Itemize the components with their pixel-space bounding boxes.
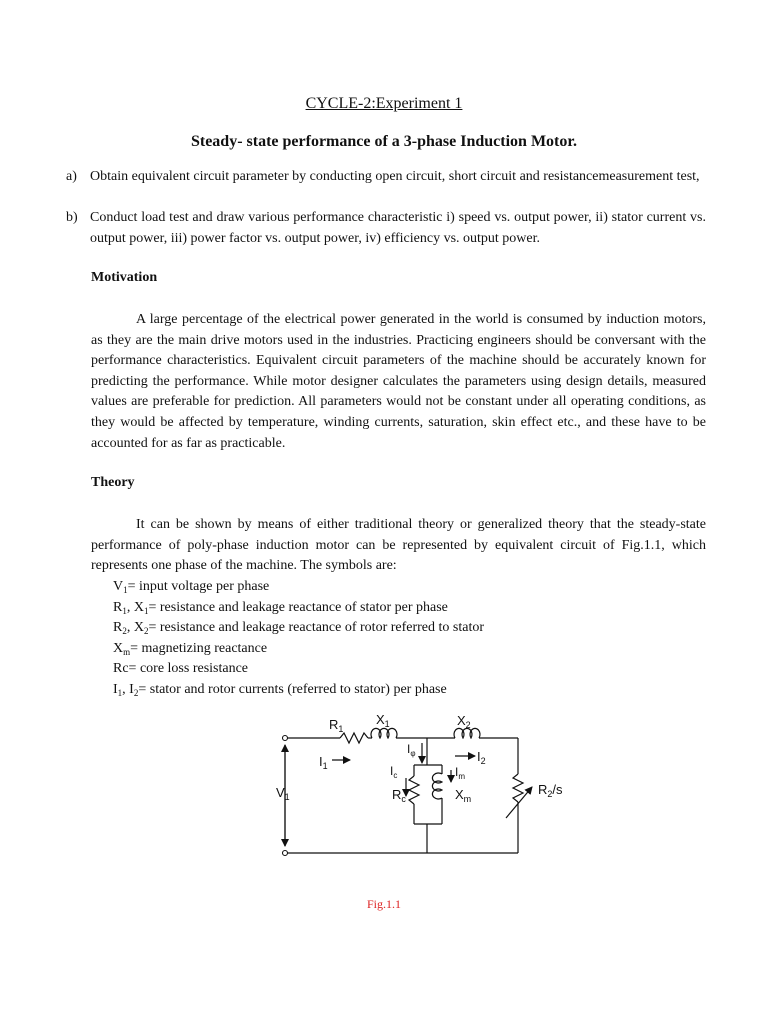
label-v1: $V_1$ — [276, 785, 290, 802]
objective-text: Conduct load test and draw various performance characteristic i) speed vs. output power, ii) stator current vs. output power, iii) power factor vs. output power, iv) efficiency vs. output power. — [90, 210, 706, 246]
label-i1: $I_1$ — [319, 754, 328, 771]
label-rc: $R_c$ — [392, 787, 406, 804]
objective-item-a — [66, 166, 706, 187]
label-r1: $R_1$ — [329, 717, 344, 734]
page-subtitle: Steady- state performance of a 3-phase Induction Motor. — [190, 133, 578, 150]
motivation-text: A large percentage of the electrical power generated in the world is consumed by induction motors, as they are the main drive motors used in the industries. Practicing engineers should be conversant with the performance characteristics. Equivalent circuit parameters of the machine should be accurately known for predicting the performance. While motor designer calculates the parameters using design details, measured values are preferable for prediction. All parameters would not be constant under all operating conditions, as they would be affected by temperature, winding currents, saturation, skin effect etc., and these have to be accounted for as far as practicable. — [91, 312, 706, 451]
r2s-resistor — [513, 774, 523, 802]
page-title: CYCLE-2:Experiment 1 — [305, 95, 463, 112]
label-ic: $I_c$ — [390, 764, 398, 780]
symbol-rc: Rc= core loss resistance — [113, 661, 249, 676]
theory-paragraph — [91, 515, 706, 577]
motivation-heading: Motivation — [91, 270, 158, 285]
label-i2: $I_2$ — [477, 749, 486, 766]
label-x2: $X_2$ — [457, 713, 471, 730]
symbol-list — [113, 577, 484, 700]
r1-resistor — [340, 733, 368, 743]
objective-label: b) — [66, 210, 78, 225]
label-iphi: $I_\varphi$ — [407, 742, 416, 758]
motivation-paragraph — [91, 310, 706, 454]
theory-text: It can be shown by means of either traditional theory or generalized theory that the steady-state performance of poly-phase induction motor can be represented by equivalent circuit of Fig.1.1, which represents one phase of the machine. The symbols are: — [91, 517, 706, 574]
xm-inductor — [432, 773, 442, 799]
objective-label: a) — [66, 169, 77, 184]
symbol-r1-x1: $R_1$, $X_1=$ resistance and leakage reactance of stator per phase — [113, 599, 448, 616]
objective-text: Obtain equivalent circuit parameter by conducting open circuit, short circuit and resistancemeasurement test, — [90, 169, 700, 184]
label-xm: $X_m$ — [455, 787, 472, 804]
figure-caption: Fig.1.1 — [366, 897, 401, 911]
objective-item-b — [66, 207, 706, 249]
symbol-xm: $X_m=$ magnetizing reactance — [113, 640, 268, 657]
symbol-i1-i2: $I_1$, $I_2=$ stator and rotor currents (referred to stator) per phase — [113, 681, 447, 698]
rc-resistor — [409, 776, 419, 804]
x1-inductor — [371, 728, 397, 738]
theory-heading: Theory — [91, 475, 135, 490]
label-r2s: $R_2/s$ — [538, 782, 563, 799]
symbol-v1: $V_1=$ input voltage per phase — [113, 579, 270, 595]
label-im: $I_m$ — [455, 765, 466, 781]
symbol-r2-x2: $R_2$, $X_2=$ resistance and leakage reactance of rotor referred to stator — [113, 620, 485, 636]
label-x1: $X_1$ — [376, 712, 390, 729]
equivalent-circuit-diagram — [0, 700, 768, 870]
